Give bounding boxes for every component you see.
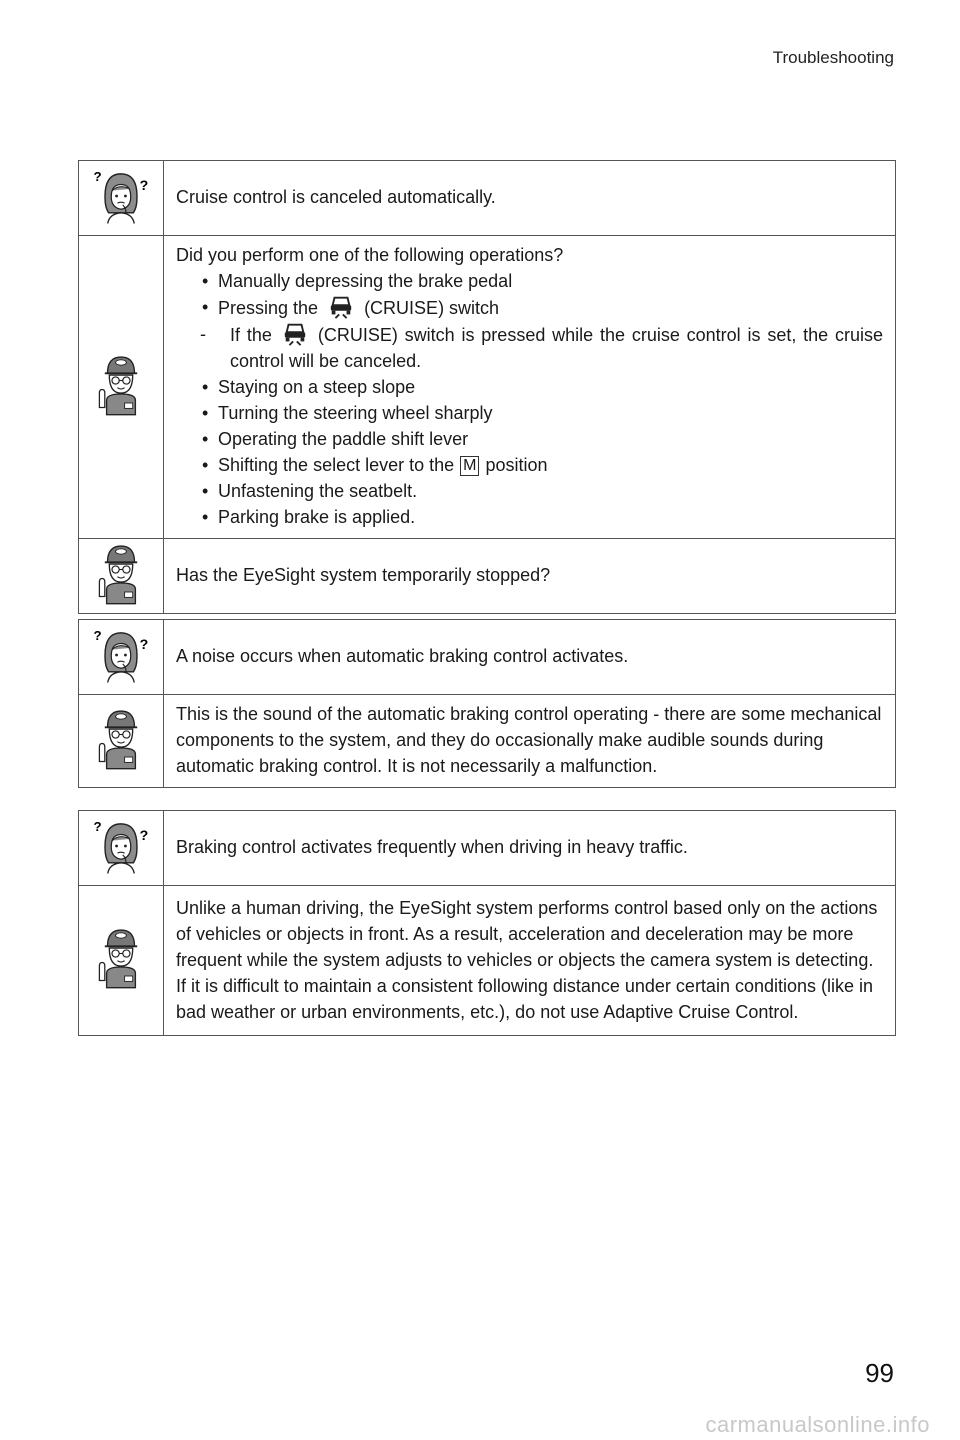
question-text: Braking control activates frequently when driving in heavy traffic. [164, 811, 896, 886]
m-position-badge: M [460, 456, 479, 476]
operations-list [176, 268, 883, 321]
answer-row [79, 695, 896, 788]
answer-content [164, 236, 896, 539]
answer-icon-cell [79, 695, 164, 788]
list-item-text: (CRUISE) switch [364, 298, 500, 318]
answer-row [79, 886, 896, 1036]
question-text: A noise occurs when automatic braking control activates. [164, 620, 896, 695]
mechanic-icon [94, 352, 148, 418]
answer-row [79, 236, 896, 539]
list-item: • Parking brake is applied. [202, 504, 883, 530]
question-text: Cruise control is canceled automatically. [164, 161, 896, 236]
qa-table-noise [78, 619, 896, 788]
qa-table-heavy-traffic [78, 810, 896, 1036]
question-row [79, 811, 896, 886]
list-item-text: Pressing the [218, 298, 319, 318]
cruise-switch-icon [328, 294, 354, 320]
list-item-text: Shifting the select lever to the [218, 455, 455, 475]
confused-woman-icon [90, 816, 152, 876]
list-item-select-lever [202, 452, 883, 478]
list-item: • Operating the paddle shift lever [202, 426, 883, 452]
sub-item-text: If the [230, 325, 272, 345]
sub-item-text: (CRUISE) switch is pressed while the cruise control is set, the cruise control will be canceled. [230, 325, 883, 371]
list-item: • Staying on a steep slope [202, 374, 883, 400]
answer-text: This is the sound of the automatic braking control operating - there are some mechanical components to the system, and they do occasionally make audible sounds during automatic braking control. It is not necessarily a malfunction. [164, 695, 896, 788]
answer-icon-cell [79, 539, 164, 614]
mechanic-icon [94, 541, 148, 607]
answer-icon-cell [79, 886, 164, 1036]
answer-text: Has the EyeSight system temporarily stopped? [164, 539, 896, 614]
answer-icon-cell [79, 236, 164, 539]
confused-woman-icon [90, 625, 152, 685]
list-item: • Manually depressing the brake pedal [202, 268, 883, 294]
list-item-text: position [485, 455, 548, 475]
answer-row [79, 539, 896, 614]
question-icon-cell [79, 811, 164, 886]
question-icon-cell [79, 620, 164, 695]
dash-marker: - [200, 324, 206, 344]
operations-list-continued [176, 374, 883, 530]
list-item: • Turning the steering wheel sharply [202, 400, 883, 426]
question-row [79, 620, 896, 695]
watermark: carmanualsonline.info [705, 1412, 930, 1437]
list-item-cruise-switch [202, 294, 883, 321]
cruise-switch-icon [282, 321, 308, 347]
mechanic-icon [94, 925, 148, 991]
confused-woman-icon [90, 166, 152, 226]
answer-text: Unlike a human driving, the EyeSight system performs control based only on the actions of vehicles or objects in front. As a result, acceleration and deceleration may be more frequent while the system adjusts to vehicles or objects the camera system is detecting. If it is difficult to maintain a consistent following distance under certain conditions (like in bad weather or urban environments, etc.), do not use Adaptive Cruise Control. [164, 886, 896, 1036]
sub-item-note [192, 321, 883, 374]
header-title: Troubleshooting [772, 48, 894, 67]
list-item: • Unfastening the seatbelt. [202, 478, 883, 504]
mechanic-icon [94, 706, 148, 772]
answer-intro: Did you perform one of the following operations? [176, 245, 564, 265]
question-row [79, 161, 896, 236]
page-number: 99 [865, 1358, 894, 1388]
qa-table-cruise-canceled [78, 160, 896, 614]
question-icon-cell [79, 161, 164, 236]
